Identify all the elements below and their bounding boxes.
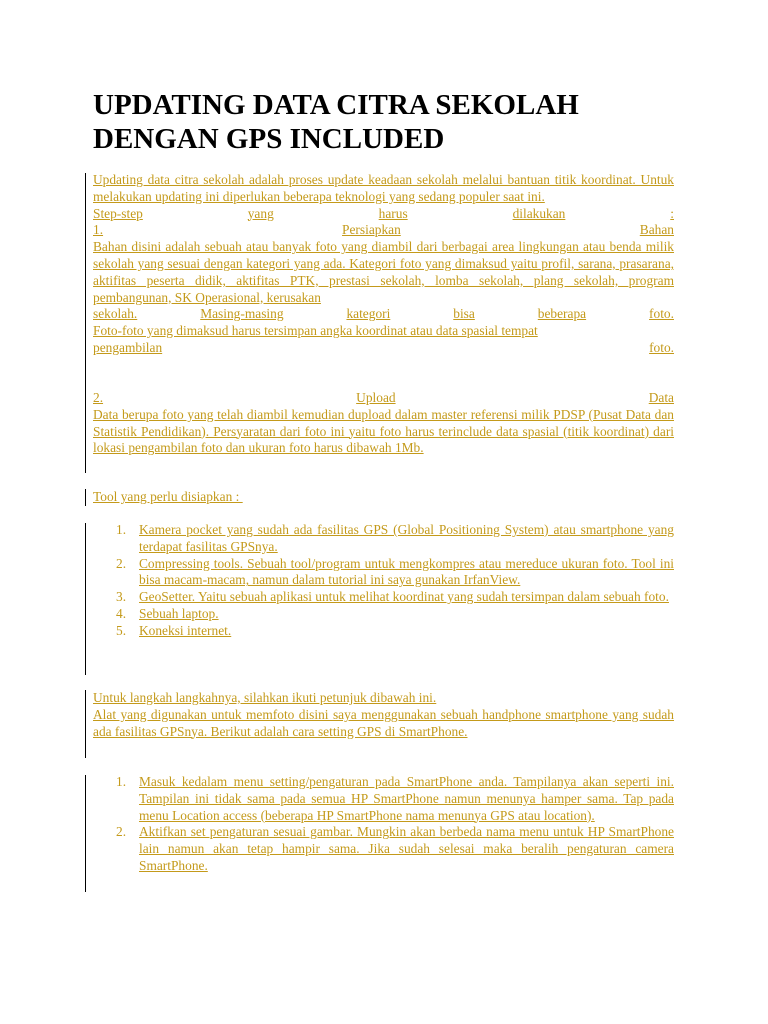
word: sekolah. <box>93 306 138 322</box>
list-item <box>93 606 674 623</box>
pengambilan-line <box>93 340 674 357</box>
list-item-number: 1. <box>116 774 127 789</box>
intro-paragraph: Updating data citra sekolah adalah proses update keadaan sekolah melalui bantuan titik koordinat. Untuk melakukan updating ini diperlukan beberapa teknologi yang sedang populer saat ini. <box>93 172 674 204</box>
list-item-number: 2. <box>116 824 127 840</box>
word: beberapa <box>537 306 587 322</box>
word: bisa <box>453 306 475 322</box>
list-item <box>93 824 674 874</box>
list-item-text: Sebuah laptop. <box>139 605 219 621</box>
word: pengambilan <box>93 339 163 355</box>
list-item-number: 3. <box>116 589 127 605</box>
foto-foto-line: Foto-foto yang dimaksud harus tersimpan angka koordinat atau data spasial tempat <box>93 323 538 339</box>
intro-section <box>93 172 674 357</box>
steps-intro-line: Untuk langkah langkahnya, silahkan ikuti petunjuk dibawah ini. <box>93 690 437 705</box>
list-item-text: Kamera pocket yang sudah ada fasilitas GPS (Global Positioning System) atau smartphone yang terdapat fasilitas GPSnya. <box>139 522 674 554</box>
tools-list <box>93 522 674 640</box>
word: foto. <box>649 339 674 355</box>
list-item-text: Compressing tools. Sebuah tool/program untuk mengkompres atau mereduce ukuran foto. Tool ini bisa macam-macam, namun dalam tutorial ini saya gunakan IrfanView. <box>139 555 674 588</box>
step-2-heading-line <box>93 390 674 407</box>
change-bar <box>85 690 86 758</box>
word: Persiapkan <box>342 222 401 238</box>
steps-tool-paragraph: Alat yang digunakan untuk memfoto disini saya menggunakan sebuah handphone smartphone yang sudah ada fasilitas GPSnya. Berikut adalah cara setting GPS di SmartPhone. <box>93 706 674 739</box>
word: Step-step <box>93 205 143 221</box>
word: : <box>670 205 674 221</box>
list-item-number: 2. <box>116 555 127 571</box>
change-bar <box>85 775 86 892</box>
word: 1. <box>93 222 104 238</box>
data-paragraph: Data berupa foto yang telah diambil kemudian dupload dalam master referensi milik PDSP (Pusat Data dan Statistik Pendidikan). Persyaratan dari foto ini yaitu foto harus terinclude data spasial (titik koordinat) dari lokasi pengambilan foto dan ukuran foto harus dibawah 1Mb. <box>93 406 674 456</box>
change-bar <box>85 523 86 675</box>
tools-heading: Tool yang perlu disiapkan : <box>93 489 243 504</box>
title-line-1: UPDATING DATA CITRA SEKOLAH <box>93 89 579 121</box>
list-item-number: 4. <box>116 605 127 621</box>
list-item-text: Koneksi internet. <box>139 622 232 638</box>
list-item <box>93 623 674 640</box>
steps-intro-section <box>93 690 674 740</box>
list-item <box>93 774 674 824</box>
word: Bahan <box>639 222 674 238</box>
document-title <box>93 88 693 156</box>
word: dilakukan <box>512 205 566 221</box>
word: Upload <box>356 390 396 405</box>
list-item-number: 5. <box>116 622 127 638</box>
word: kategori <box>346 306 391 322</box>
bahan-paragraph: Bahan disini adalah sebuah atau banyak foto yang diambil dari berbagai area lingkungan atau benda milik sekolah yang sesuai dengan kategori yang ada. Kategori foto yang dimaksud yaitu profil, sarana, prasarana, aktifitas peserta didik, aktifitas PTK, prestasi sekolah, lomba sekolah, plang sekolah, program pembangunan, SK Operasional, kerusakan <box>93 239 674 305</box>
tools-section <box>93 522 674 640</box>
word: yang <box>247 205 274 221</box>
list-item <box>93 522 674 556</box>
step-1-heading-line <box>93 222 674 239</box>
change-bar <box>85 489 86 506</box>
change-bar <box>85 173 86 473</box>
word: Masing-masing <box>200 306 284 322</box>
word: foto. <box>649 306 674 322</box>
list-item-text: GeoSetter. Yaitu sebuah aplikasi untuk melihat koordinat yang sudah tersimpan dalam sebuah foto. <box>139 589 669 605</box>
list-item-text: Aktifkan set pengaturan sesuai gambar. Mungkin akan berbeda nama menu untuk HP SmartPhone lain namun akan tetap hampir sama. Jika sudah selesai maka beralih pengaturan camera SmartPhone. <box>139 824 674 873</box>
list-item <box>93 556 674 590</box>
word: Data <box>648 390 674 405</box>
title-line-2: DENGAN GPS INCLUDED <box>93 123 445 155</box>
list-item-number: 1. <box>116 522 127 537</box>
upload-section <box>93 390 674 457</box>
list-item <box>93 589 674 606</box>
steps-list <box>93 774 674 875</box>
steps-section <box>93 774 674 875</box>
steps-heading-line <box>93 206 674 223</box>
word: 2. <box>93 390 104 405</box>
list-item-text: Masuk kedalam menu setting/pengaturan pada SmartPhone anda. Tampilanya akan seperti ini. Tampilan ini tidak sama pada semua HP SmartPhone namun menunya hamper sama. Tap pada menu Location access (beberapa HP SmartPhone nama menunya GPS atau location). <box>139 774 674 823</box>
word: harus <box>378 205 408 221</box>
sekolah-line <box>93 306 674 323</box>
